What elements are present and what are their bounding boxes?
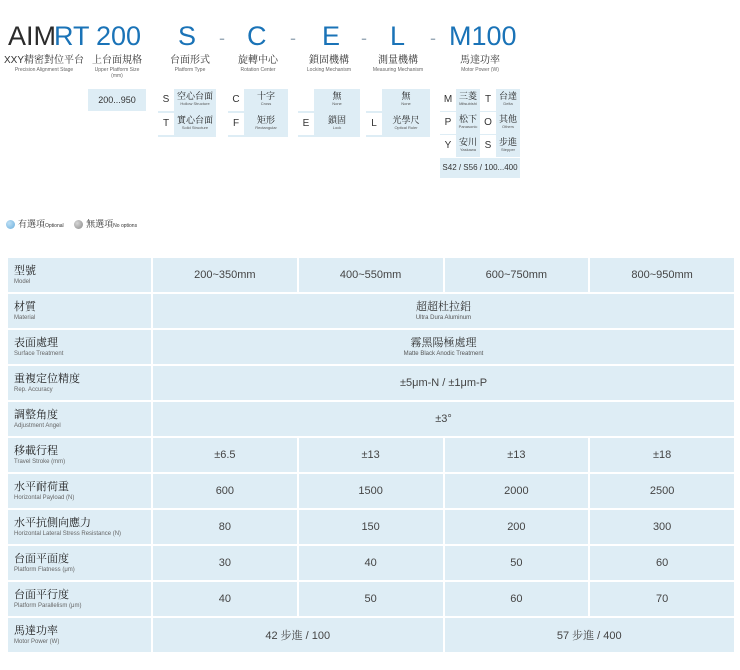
code-rotation: C bbox=[247, 21, 267, 51]
row-lateral bbox=[7, 509, 735, 545]
row-parallelism bbox=[7, 581, 735, 617]
cell: 800~950mm bbox=[589, 257, 735, 293]
row-angle bbox=[7, 401, 735, 437]
cell: 2000 bbox=[444, 473, 590, 509]
row-payload bbox=[7, 473, 735, 509]
option-hollow: S 空心台面 Hollow Structure bbox=[158, 89, 216, 111]
option-yaskawa: Y 安川 Yaskawa bbox=[440, 135, 480, 157]
cell: 50 bbox=[444, 545, 590, 581]
cell: ±13 bbox=[444, 437, 590, 473]
row-label: 水平抗側向應力 Horizontal Lateral Stress Resistance (N) bbox=[7, 509, 152, 545]
row-motor-power bbox=[7, 617, 735, 653]
row-label: 台面平面度 Platform Flatness (μm) bbox=[7, 545, 152, 581]
row-label: 台面平行度 Platform Parallelism (μm) bbox=[7, 581, 152, 617]
option-lock: E 鎖固 Lock bbox=[298, 113, 360, 135]
cell: 40 bbox=[298, 545, 444, 581]
legend-optional: 有選項Optional bbox=[6, 217, 64, 230]
row-surface bbox=[7, 329, 735, 365]
code-dash: - bbox=[361, 28, 367, 48]
cell: 80 bbox=[152, 509, 298, 545]
cell: 1500 bbox=[298, 473, 444, 509]
cell: 300 bbox=[589, 509, 735, 545]
code-measuring: L bbox=[390, 21, 406, 51]
option-delta: T 台達 Delta bbox=[480, 89, 520, 111]
row-label: 重複定位精度 Rep. Accuracy bbox=[7, 365, 152, 401]
header-measuring: 測量機構 Measuring Mechanism bbox=[372, 55, 424, 73]
cell: 200~350mm bbox=[152, 257, 298, 293]
option-no-lock: 無 None bbox=[298, 89, 360, 111]
legend bbox=[6, 217, 145, 231]
platform-type-options bbox=[158, 89, 216, 137]
option-solid: T 實心台面 Solid Structure bbox=[158, 113, 216, 135]
cell: ±6.5 bbox=[152, 437, 298, 473]
measuring-options bbox=[366, 89, 430, 137]
header-rotation: 旋轉中心 Rotation Center bbox=[238, 55, 278, 73]
option-no-measuring: 無 None bbox=[366, 89, 430, 111]
cell: 57 步進 / 400 bbox=[444, 617, 736, 653]
code-motor: M100 bbox=[449, 21, 517, 51]
code-dash: - bbox=[290, 28, 296, 48]
option-optical-ruler: L 光學尺 Optical Ruler bbox=[366, 113, 430, 135]
cell: 超超杜拉鋁 Ultra Dura Aluminum bbox=[152, 293, 735, 329]
cell: 42 步進 / 100 bbox=[152, 617, 444, 653]
row-label: 表面處理 Surface Treatment bbox=[7, 329, 152, 365]
option-cross: C 十字 Cross bbox=[228, 89, 288, 111]
cell: 30 bbox=[152, 545, 298, 581]
option-mitsubishi: M 三菱 Mitsubishi bbox=[440, 89, 480, 111]
cell: 60 bbox=[589, 545, 735, 581]
row-accuracy bbox=[7, 365, 735, 401]
option-panasonic: P 松下 Panasonic bbox=[440, 112, 480, 134]
header-stage: XXY精密對位平台 Precision Alignment Stage bbox=[4, 55, 85, 73]
row-label: 調整角度 Adjustment Angel bbox=[7, 401, 152, 437]
motor-power-range: S42 / S56 / 100...400 bbox=[440, 158, 520, 178]
row-stroke bbox=[7, 437, 735, 473]
option-others: O 其他 Others bbox=[480, 112, 520, 134]
cell: 70 bbox=[589, 581, 735, 617]
row-label: 馬達功率 Motor Power (W) bbox=[7, 617, 152, 653]
cell: ±5μm-N / ±1μm-P bbox=[152, 365, 735, 401]
row-material bbox=[7, 293, 735, 329]
option-rectangular: F 矩形 Rectangular bbox=[228, 113, 288, 135]
header-locking: 鎖固機構 Locking Mechanism bbox=[306, 55, 352, 73]
header-size: 上台面規格 Upper Platform Size (mm) bbox=[92, 55, 142, 79]
locking-options bbox=[298, 89, 360, 137]
row-label: 型號 Model bbox=[7, 257, 152, 293]
option-stepper: S 步進 Stepper bbox=[480, 135, 520, 157]
row-model bbox=[7, 257, 735, 293]
row-label: 移載行程 Travel Stroke (mm) bbox=[7, 437, 152, 473]
code-locking: E bbox=[322, 21, 341, 51]
cell: 400~550mm bbox=[298, 257, 444, 293]
legend-no-options: 無選項No options bbox=[74, 217, 137, 230]
cell: ±3° bbox=[152, 401, 735, 437]
header-motor-power: 馬達功率 Motor Power (W) bbox=[460, 55, 500, 73]
size-range: 200...950 bbox=[88, 89, 146, 111]
cell: 2500 bbox=[589, 473, 735, 509]
rotation-options bbox=[228, 89, 288, 137]
optional-dot-icon bbox=[6, 220, 15, 229]
cell: 霧黑陽極處理 Matte Black Anodic Treatment bbox=[152, 329, 735, 365]
cell: ±18 bbox=[589, 437, 735, 473]
cell: ±13 bbox=[298, 437, 444, 473]
code-platform: S bbox=[178, 21, 197, 51]
motor-brand-options bbox=[440, 89, 520, 157]
cell: 600 bbox=[152, 473, 298, 509]
code-dash: - bbox=[430, 28, 436, 48]
cell: 600~750mm bbox=[444, 257, 590, 293]
code-rt: RT bbox=[54, 21, 90, 51]
model-code bbox=[0, 20, 740, 52]
cell: 50 bbox=[298, 581, 444, 617]
no-option-dot-icon bbox=[74, 220, 83, 229]
cell: 40 bbox=[152, 581, 298, 617]
code-size: 200 bbox=[96, 21, 142, 51]
cell: 200 bbox=[444, 509, 590, 545]
cell: 60 bbox=[444, 581, 590, 617]
row-label: 材質 Material bbox=[7, 293, 152, 329]
row-label: 水平耐荷重 Horizontal Payload (N) bbox=[7, 473, 152, 509]
code-dash: - bbox=[219, 28, 225, 48]
spec-table bbox=[6, 256, 736, 654]
cell: 150 bbox=[298, 509, 444, 545]
code-aim: AIM bbox=[8, 21, 57, 51]
header-platform-type: 台面形式 Platform Type bbox=[170, 55, 210, 73]
row-flatness bbox=[7, 545, 735, 581]
